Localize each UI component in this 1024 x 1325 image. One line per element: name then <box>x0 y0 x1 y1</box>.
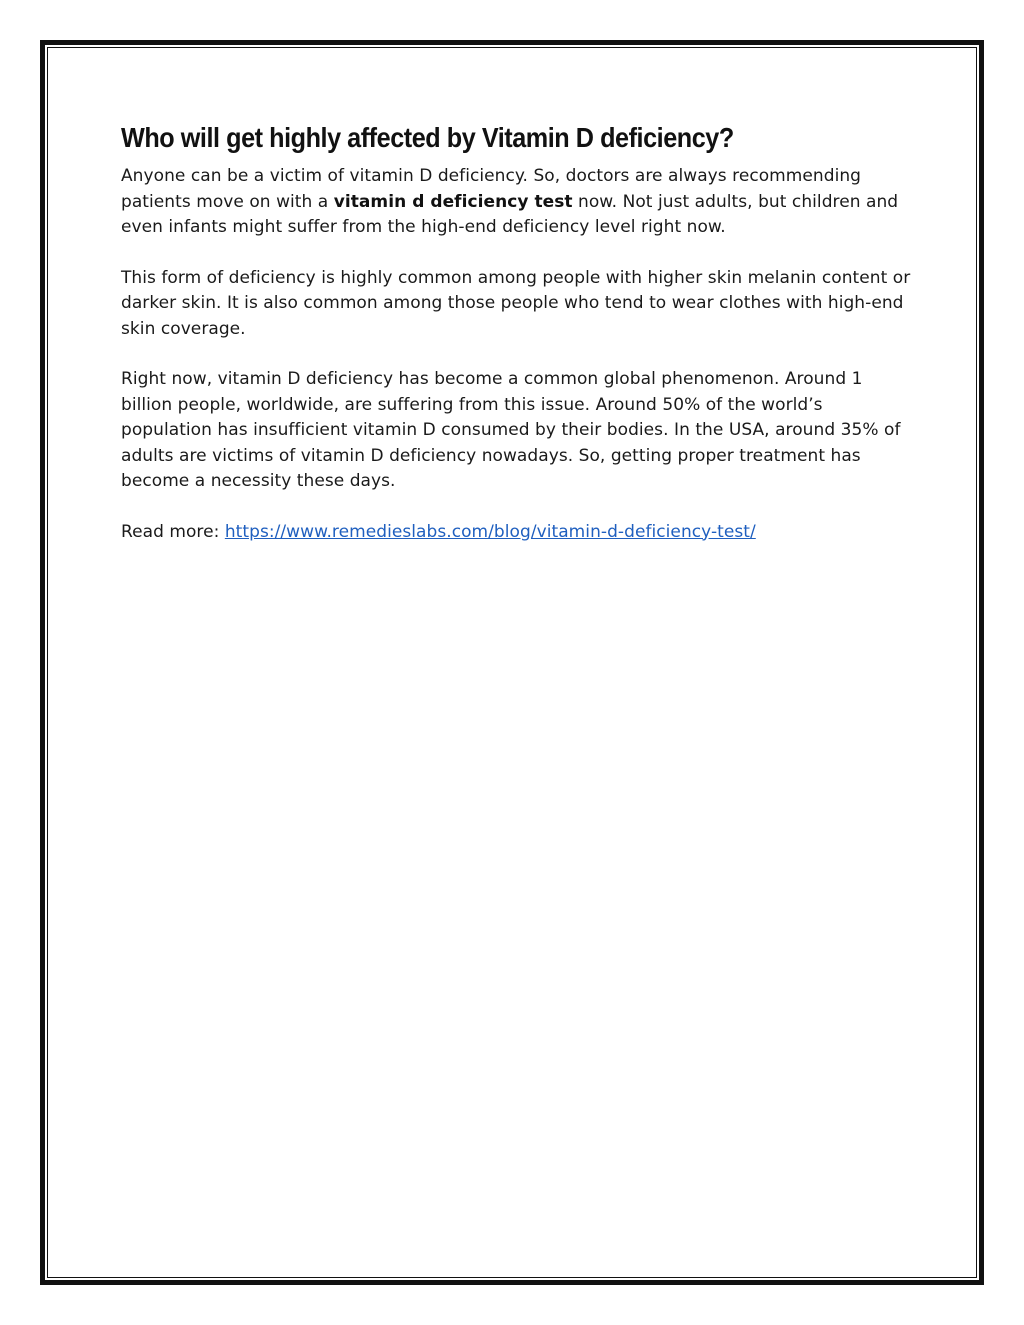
paragraph-skin-melanin: This form of deficiency is highly common among people with higher skin melanin content or darker skin. It is also common among those people who tend to wear clothes with high-end skin coverage. <box>121 267 911 339</box>
paragraph-1-text-end: now. Not just adults, but children and even infants might suffer from the high-end deficiency level right now. <box>121 191 899 237</box>
paragraph-global-statistics: Right now, vitamin D deficiency has become a common global phenomenon. Around 1 billion people, worldwide, are suffering from this issue. Around 50% of the world’s population has insufficient vitamin D consumed by their bodies. In the USA, around 35% of adults are victims of vitamin D deficiency nowadays. So, getting proper treatment has become a necessity these days. <box>121 369 901 491</box>
read-more-label: Read more: <box>121 521 225 542</box>
read-more-link[interactable]: https://www.remedieslabs.com/blog/vitamin-d-deficiency-test/ <box>224 521 756 542</box>
document-body <box>121 118 911 570</box>
bold-keyword: vitamin d deficiency test <box>333 191 573 212</box>
document-heading: Who will get highly affected by Vitamin D deficiency? <box>121 122 734 153</box>
paragraph-1-text-start: Anyone can be a victim of vitamin D deficiency. So, doctors are always recommending patients move on with a <box>121 166 862 212</box>
paragraph-who-affected <box>121 164 911 241</box>
read-more-line <box>121 520 911 546</box>
